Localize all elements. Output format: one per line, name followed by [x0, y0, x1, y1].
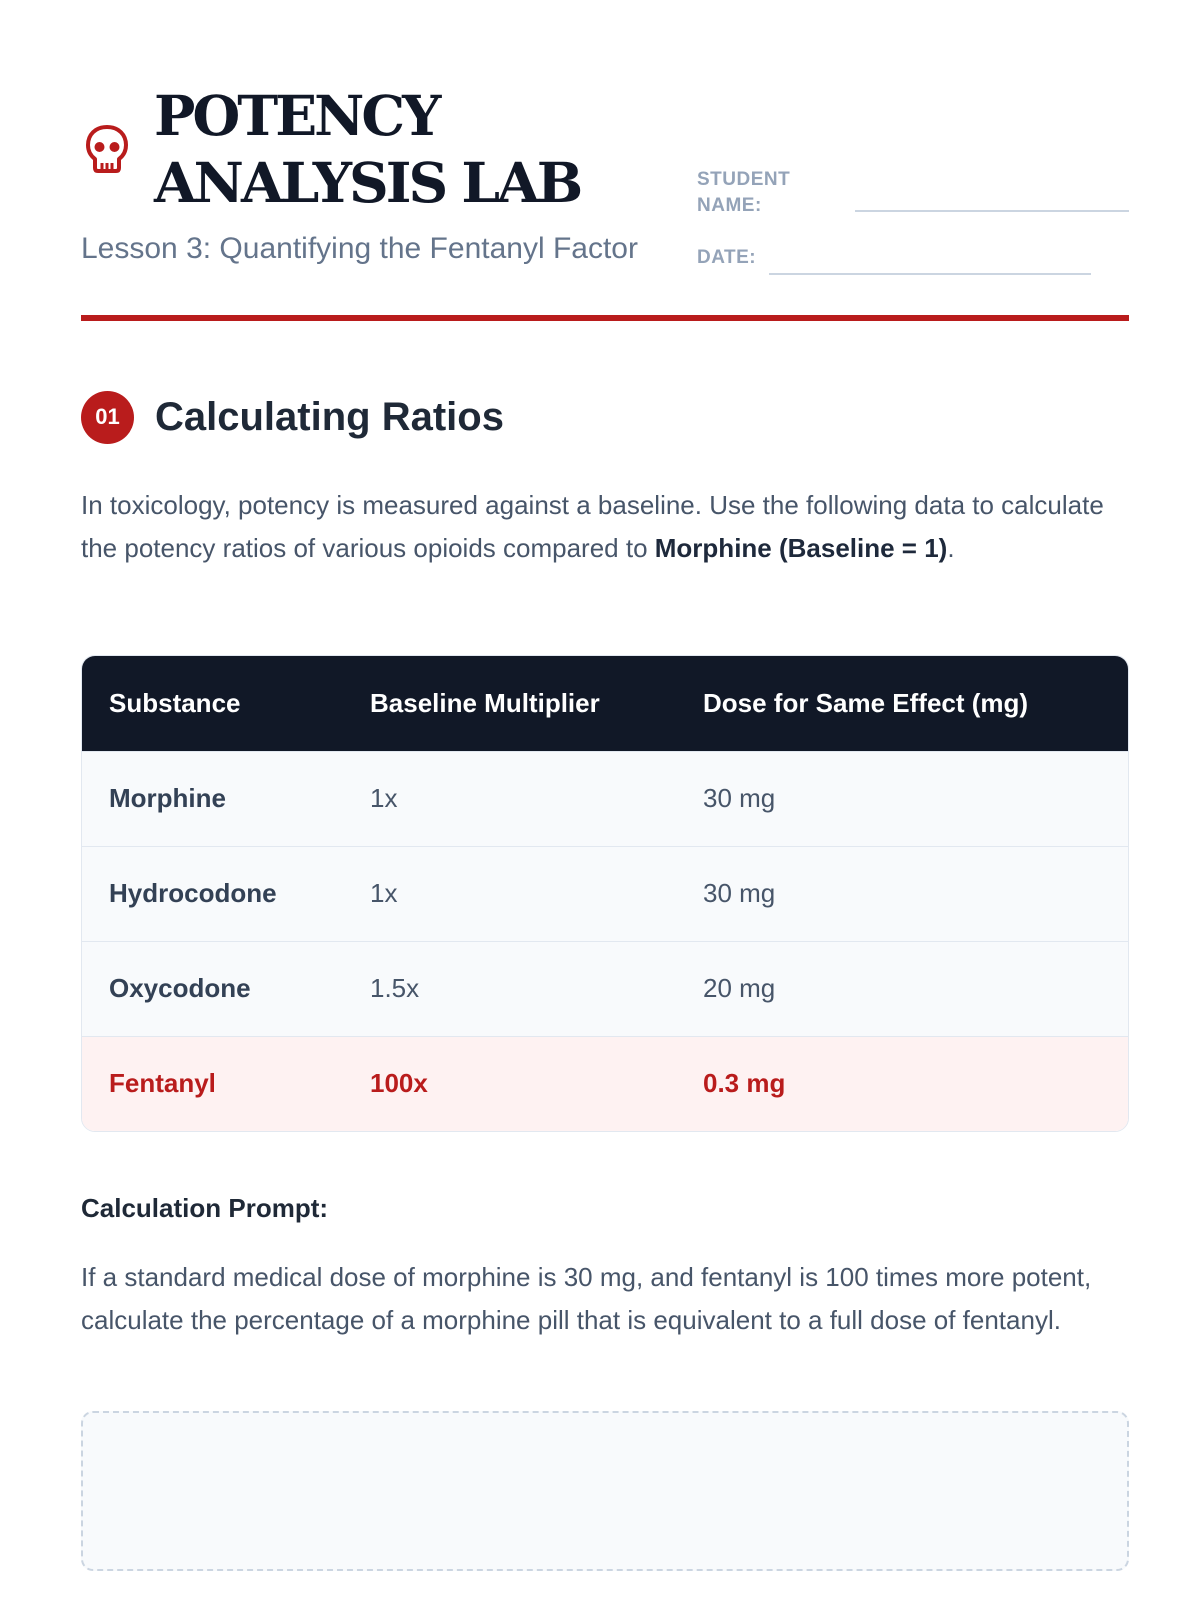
table-row-highlighted: [82, 1036, 1128, 1131]
skull-icon: [84, 124, 130, 176]
table-row: [82, 941, 1128, 1036]
potency-table: [81, 655, 1129, 1132]
substance-cell: Oxycodone: [109, 973, 251, 1003]
student-name-label: STUDENT NAME:: [697, 169, 791, 216]
substance-cell: Fentanyl: [109, 1068, 216, 1099]
dose-cell: 20 mg: [703, 973, 776, 1003]
header-divider: [81, 315, 1129, 321]
substance-cell: Hydrocodone: [109, 878, 277, 908]
calculation-prompt-text: If a standard medical dose of morphine is 30 mg, and fentanyl is 100 times more potent, calculate the percentage of a morphine pill that is equivalent to a full dose of fentanyl.: [81, 1262, 1092, 1335]
date-label: DATE:: [697, 247, 757, 268]
date-field[interactable]: [769, 273, 1091, 275]
section-intro: [81, 484, 1129, 570]
table-row: [82, 846, 1128, 941]
page-title: POTENCY ANALYSIS LAB: [154, 83, 581, 215]
student-name-field[interactable]: [855, 210, 1129, 212]
intro-baseline: Morphine (Baseline = 1): [654, 533, 948, 563]
substance-cell: Morphine: [109, 783, 226, 813]
dose-cell: 0.3 mg: [703, 1068, 786, 1099]
worksheet-page: [81, 0, 1129, 1335]
section-title: Calculating Ratios: [155, 394, 504, 439]
calculation-prompt-label: Calculation Prompt:: [81, 1193, 329, 1223]
intro-text: In toxicology, potency is measured against a baseline. Use the following data to calculate the potency ratios of various opioids compared to: [81, 490, 1104, 563]
multiplier-cell: 1x: [370, 878, 398, 908]
table-header-row: [82, 656, 1128, 751]
multiplier-cell: 1x: [370, 783, 398, 813]
dose-cell: 30 mg: [703, 783, 776, 813]
lesson-subtitle: Lesson 3: Quantifying the Fentanyl Factor: [81, 232, 638, 265]
intro-end: .: [947, 533, 955, 563]
column-header-substance: Substance: [109, 687, 241, 718]
answer-box[interactable]: [81, 1411, 1129, 1571]
dose-cell: 30 mg: [703, 878, 776, 908]
worksheet-header: [81, 0, 1129, 325]
table-row: [82, 751, 1128, 846]
section-heading: [81, 390, 504, 444]
multiplier-cell: 1.5x: [370, 973, 420, 1003]
column-header-dose: Dose for Same Effect (mg): [703, 687, 1029, 718]
column-header-multiplier: Baseline Multiplier: [370, 687, 600, 718]
section-number-badge: 01: [81, 391, 134, 444]
multiplier-cell: 100x: [370, 1068, 428, 1099]
